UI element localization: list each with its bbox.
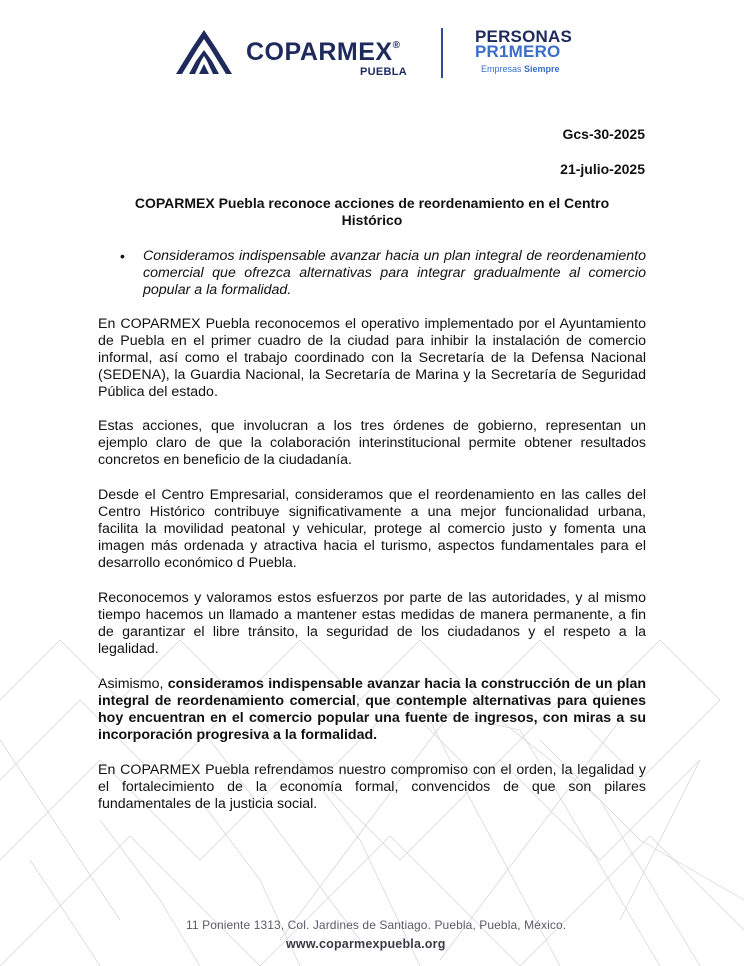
paragraph-2: Estas acciones, que involucran a los tres órdenes de gobierno, representan un ejemplo claro de que la colaboración interinstitucional permite obtener resultados concretos en beneficio de la ciudadanía. bbox=[98, 418, 646, 468]
header-divider bbox=[441, 28, 443, 78]
brand-city: PUEBLA bbox=[360, 66, 408, 78]
press-release-headline: COPARMEX Puebla reconoce acciones de reordenamiento en el Centro Histórico bbox=[134, 195, 610, 228]
paragraph-1: En COPARMEX Puebla reconocemos el operativo implementado por el Ayuntamiento de Puebla en el primer cuadro de la ciudad para inhibir la instalación de comercio informal, así como el trabajo coordinado con la Secretaría de la Defensa Nacional (SEDENA), la Guardia Nacional, la Secretaría de Marina y la Secretaría de Seguridad Pública del estado. bbox=[98, 316, 646, 400]
paragraph-5-emphasis-1: consideramos indispensable avanzar hacia la construcción de un plan integral de reordenamiento comercial bbox=[98, 676, 646, 709]
coparmex-logo-icon bbox=[176, 28, 232, 76]
bullet-text: Consideramos indispensable avanzar hacia un plan integral de reordenamiento comercial que ofrezca alternativas para integrar gradualmente al comercio popular a la formalidad. bbox=[143, 248, 646, 298]
brand-name: COPARMEX® bbox=[246, 38, 401, 66]
document-date: 21-julio-2025 bbox=[560, 161, 645, 177]
paragraph-6: En COPARMEX Puebla refrendamos nuestro compromiso con el orden, la legalidad y el fortalecimiento de la economía formal, convencidos de que son pilares fundamentales de la justicia social. bbox=[98, 762, 646, 812]
paragraph-4: Reconocemos y valoramos estos esfuerzos por parte de las autoridades, y al mismo tiempo hacemos un llamado a mantener estas medidas de manera permanente, a fin de garantizar el libre tránsito, la seguridad de los ciudadanos y el respeto a la legalidad. bbox=[98, 590, 646, 657]
slogan-tagline: Empresas Siempre bbox=[481, 64, 560, 74]
slogan-primero: PR1MERO bbox=[475, 42, 561, 61]
registered-mark: ® bbox=[392, 40, 401, 51]
paragraph-3: Desde el Centro Empresarial, consideramos que el reordenamiento en las calles del Centro Histórico contribuye significativamente a una mejor funcionalidad urbana, facilita la movilidad peatonal y vehicular, protege al comercio justo y fomenta una imagen más ordenada y atractiva hacia el turismo, aspectos fundamentales para el desarrollo económico d Puebla. bbox=[98, 487, 646, 571]
document-reference-code: Gcs-30-2025 bbox=[562, 126, 645, 142]
footer-address: 11 Poniente 1313, Col. Jardines de Santiago. Puebla, Puebla, México. bbox=[186, 918, 567, 932]
paragraph-5: Asimismo, consideramos indispensable avanzar hacia la construcción de un plan integral de reordenamiento comercial, que contemple alternativas para quienes hoy encuentran en el comercio popular una fuente de ingresos, con miras a su incorporación progresiva a la formalidad. bbox=[98, 676, 646, 743]
paragraph-5-emphasis-2: que contemple alternativas para quienes hoy encuentran en el comercio popular una fuente de ingresos, con miras a su incorporación progresiva a la formalidad. bbox=[98, 693, 646, 743]
bullet-dot-icon: • bbox=[120, 248, 125, 264]
footer-website: www.coparmexpuebla.org bbox=[286, 937, 446, 951]
slogan-personas: PERSONAS bbox=[475, 27, 573, 46]
